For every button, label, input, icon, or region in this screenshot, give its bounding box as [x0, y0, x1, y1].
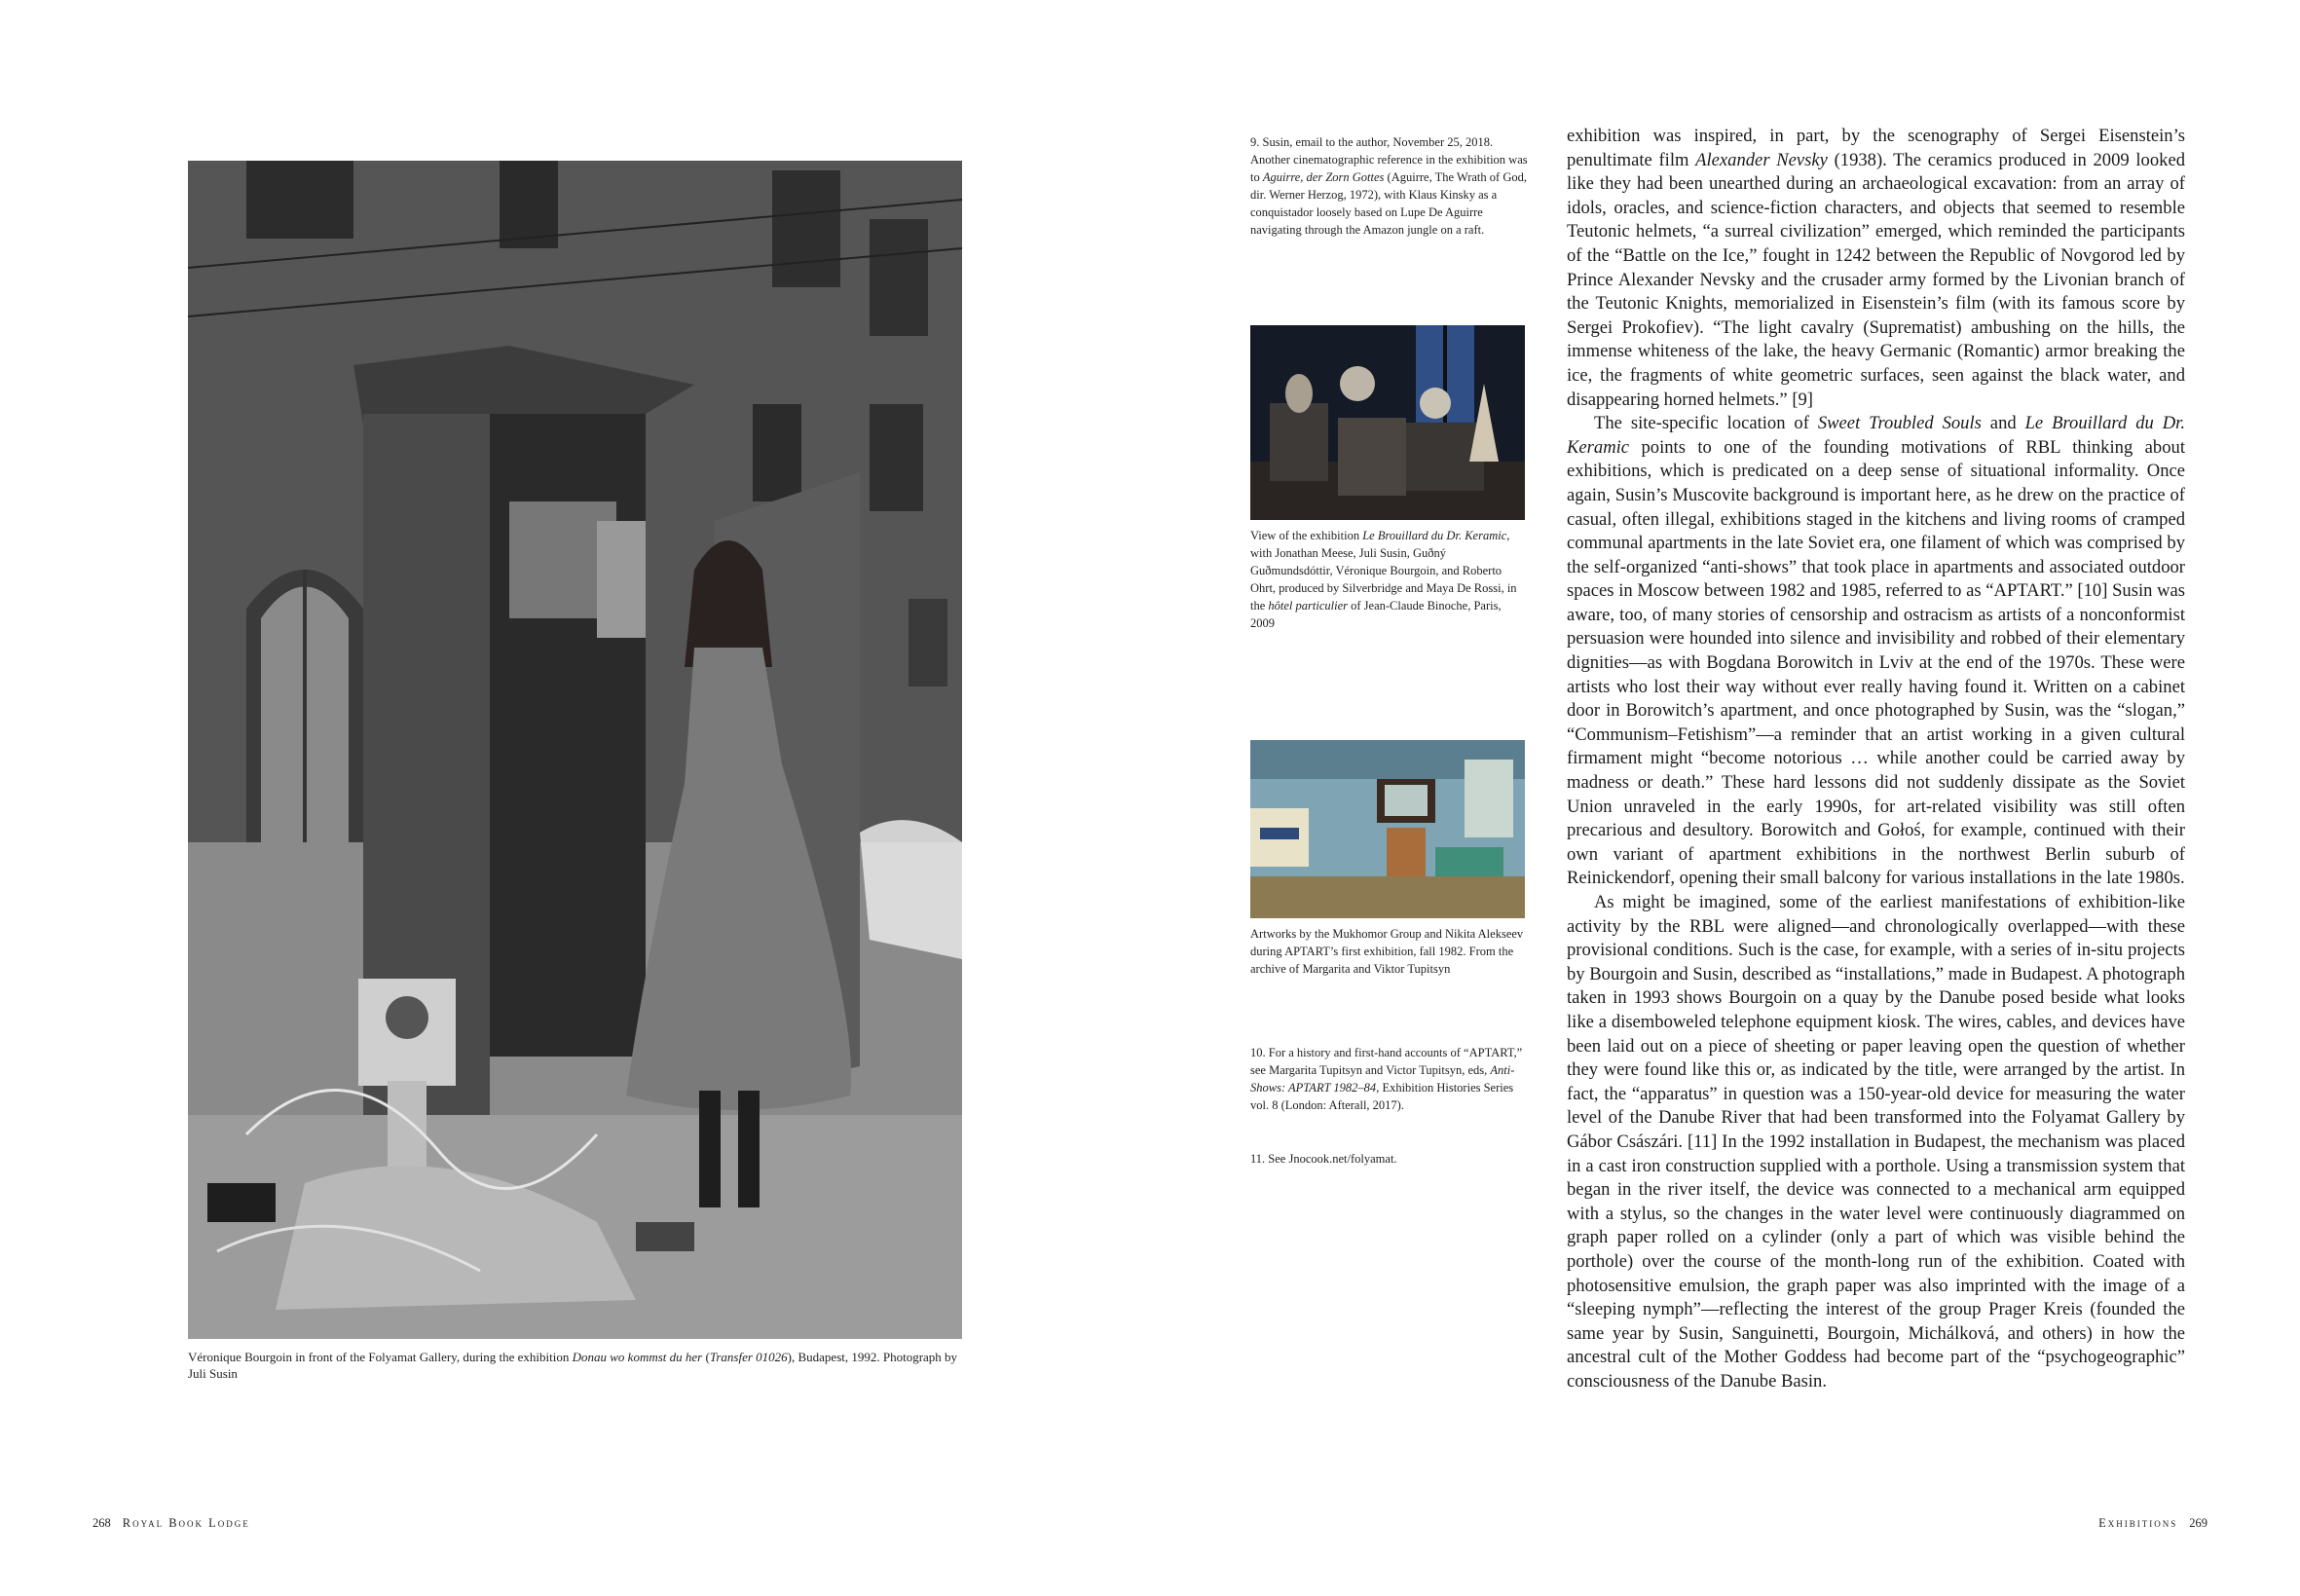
body-paragraph-2	[1567, 412, 2185, 891]
caption-text: Véronique Bourgoin in front of the Folyamat Gallery, during the exhibition	[188, 1350, 573, 1364]
main-photo-caption	[188, 1349, 967, 1382]
footnote-9	[1250, 133, 1533, 239]
caption-italic: hôtel particulier	[1268, 599, 1348, 612]
body-paragraph-1	[1567, 125, 2185, 412]
body-text: (1938). The ceramics produced in 2009 looked like they had been unearthed during an archaeological excavation: from an array of idols, oracles, and science-fiction characters, and objects that seemed to resemble Teutonic helmets, “a surreal civilization” emerged, which reminded the participants of the “Battle on the Ice,” fought in 1242 between the Republic of Novgorod led by Prince Alexander Nevsky and the crusader army formed by the Livonian branch of the Teutonic Knights, memorialized in Eisenstein’s film (with its famous score by Sergei Prokofiev). “The light cavalry (Suprematist) ambushing on the hills, the immense whiteness of the lake, the heavy Germanic (Romantic) armor breaking the ice, the fragments of white geometric surfaces, seen against the black water, and disappearing horned helmets.” [9]	[1567, 149, 2185, 410]
page-number-left: 268	[93, 1516, 111, 1530]
page-number-right: 269	[2189, 1516, 2207, 1530]
exhibition-photo-illustration	[1250, 325, 1525, 520]
exhibition-photo-caption-brouillard	[1250, 527, 1525, 632]
aptart-photo-illustration	[1250, 740, 1525, 918]
aptart-photo-caption: Artworks by the Mukhomor Group and Nikita Alekseev during APTART’s first exhibition, fall 1982. From the archive of Margarita and Viktor Tupitsyn	[1250, 927, 1524, 976]
caption-text: ), Budapest, 1992. Photograph by Juli Susin	[188, 1350, 958, 1381]
caption-text: of Jean-Claude Binoche, Paris, 2009	[1250, 599, 1502, 630]
footer-right	[2098, 1516, 2207, 1531]
note-text: 9. Susin, email to the author, November 25, 2018. Another cinematographic reference in the exhibition was to	[1250, 135, 1528, 184]
note-text: 10. For a history and first-hand accounts of “APTART,” see Margarita Tupitsyn and Victor Tupitsyn, eds,	[1250, 1046, 1523, 1077]
body-italic-title: Le Brouillard du Dr. Keramic	[1567, 413, 2185, 458]
caption-title: Le Brouillard du Dr. Keramic	[1362, 529, 1507, 542]
note-title: Aguirre, der Zorn Gottes	[1262, 170, 1385, 184]
footnote-10	[1250, 1044, 1533, 1114]
aptart-photo	[1250, 740, 1525, 918]
body-text: and	[1981, 413, 2025, 434]
caption-title: Transfer 01026	[709, 1350, 788, 1364]
caption-text: (	[702, 1350, 710, 1364]
running-head-left: Royal Book Lodge	[122, 1516, 250, 1530]
caption-text: , with Jonathan Meese, Juli Susin, Guðný Guðmundsdóttir, Véronique Bourgoin, and Roberto Ohrt, produced by Silverbridge and Maya De Rossi, in the	[1250, 529, 1517, 612]
footer-left	[93, 1516, 250, 1531]
caption-title: Donau wo kommst du her	[572, 1350, 703, 1364]
running-head-right: Exhibitions	[2098, 1516, 2178, 1530]
caption-text: View of the exhibition	[1250, 529, 1363, 542]
body-text: exhibition was inspired, in part, by the scenography of Sergei Eisenstein’s penultimate film	[1567, 126, 2185, 170]
footnote-11: 11. See Jnocook.net/folyamat.	[1250, 1152, 1397, 1166]
body-paragraph-3: As might be imagined, some of the earliest manifestations of exhibition-like activity by the RBL were aligned—and chronologically overlapped—with these provisional conditions. Such is the case, for example, with a series of in-situ projects by Bourgoin and Susin, described as “installations,” made in Budapest. A photograph taken in 1993 shows Bourgoin on a quay by the Danube posed beside what looks like a disemboweled telephone equipment kiosk. The wires, cables, and devices have been laid out on a piece of sheeting or paper leaving open the question of whether they were found like this or, as indicated by the title, were arranged by the artist. In fact, the “apparatus” in question was a 150-year-old device for measuring the water level of the Danube River that had been transformed into the Folyamat Gallery by Gábor Császári. [11] In the 1992 installation in Budapest, the mechanism was placed in a cast iron construction supplied with a porthole. Using a transmission system that began in the river itself, the device was connected to a mechanical arm equipped with a stylus, so the changes in the water level were continuously diagrammed on graph paper rolled on a cylinder (only a part of which was visible behind the porthole) over the course of the month-long run of the exhibition. Coated with photosensitive emulsion, the graph paper was also imprinted with the image of a “sleeping nymph”—reflecting the interest of the group Prager Kreis (founded the same year by Susin, Sanguinetti, Bourgoin, Michálková, and others) in how the ancestral cult of the Mother Goddess had become part of the “psychogeographic” consciousness of the Danube Basin.	[1567, 892, 2185, 1392]
note-text: (Aguirre, The Wrath of God, dir. Werner Herzog, 1972), with Klaus Kinsky as a conquistador loosely based on Lupe De Aguirre navigating through the Amazon jungle on a raft.	[1250, 170, 1527, 237]
kiosk-photo-illustration	[188, 161, 962, 1339]
note-text: , Exhibition Histories Series vol. 8 (London: Afterall, 2017).	[1250, 1081, 1514, 1112]
body-text-column	[1567, 125, 2185, 1393]
body-italic-title: Sweet Troubled Souls	[1817, 413, 1982, 434]
body-italic-title: Alexander Nevsky	[1695, 149, 1828, 170]
note-title: Anti-Shows: APTART 1982–84	[1250, 1063, 1515, 1095]
body-text: The site-specific location of	[1594, 413, 1818, 434]
exhibition-photo-brouillard	[1250, 325, 1525, 520]
body-text: points to one of the founding motivations of RBL thinking about exhibitions, which is predicated on a deep sense of situational informality. Once again, Susin’s Muscovite background is important here, as he drew on the practice of casual, often illegal, exhibitions staged in the kitchens and living rooms of cramped communal apartments in the late Soviet era, one filament of which was comprised by the self-organized “anti-shows” that took place in apartments and associated outdoor spaces in Moscow between 1982 and 1985, referred to as “APTART.” [10] Susin was aware, too, of many stories of censorship and ostracism as artists of a nonconformist persuasion were hounded into silence and invisibility and robbed of their elementary dignities—as with Bogdana Borowitch in Lviv at the end of the 1970s. These were artists who lost their way without ever really having found it. Written on a cabinet door in Borowitch’s apartment, and once photographed by Susin, was the “slogan,” “Communism–Fetishism”—a reminder that an artist working in a given cultural firmament might “become notorious … while another could be carried away by madness or death.” These hard lessons did not suddenly dissipate as the Soviet Union unraveled in the early 1990s, for art-related visibility was still often precarious and desultory. Borowitch and Gołoś, for example, continued with their own variant of apartment exhibitions in the northwest Berlin suburb of Reinickendorf, opening their small balcony for various installations in the late 1980s.	[1567, 436, 2185, 889]
main-photograph	[188, 161, 962, 1339]
